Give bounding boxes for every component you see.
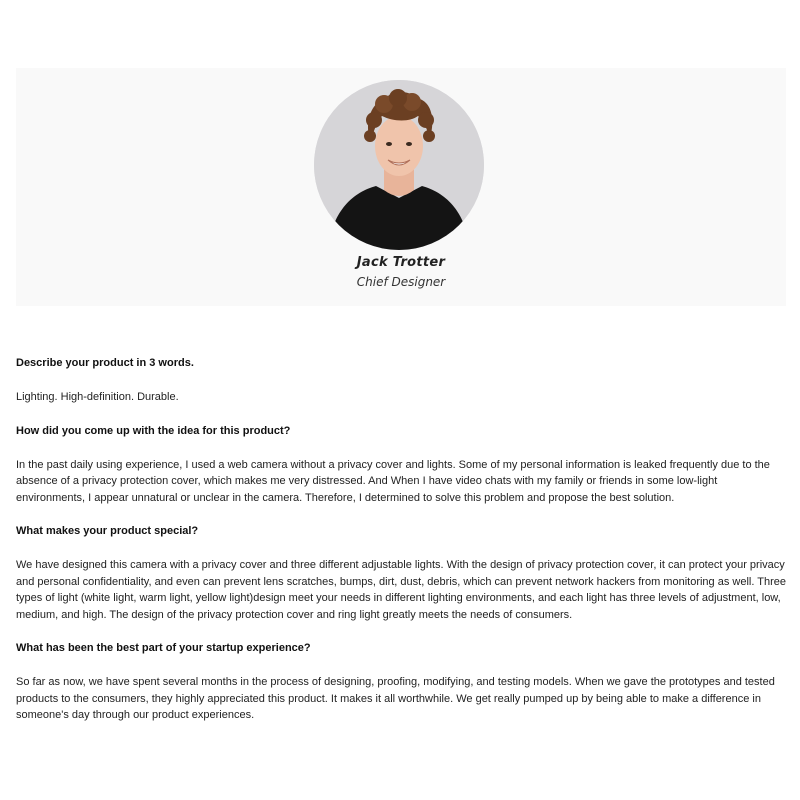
answer-3: We have designed this camera with a privacy cover and three different adjustable lights. With the design of privacy protection cover, it can protect your privacy and personal confidentiality, and even can prevent lens scratches, bumps, dirt, dust, debris, which can prevent network hackers from monitoring as well. Three types of light (white light, warm light, yellow light)design meet your needs in different lighting environments, and each light has three levels of adjustment, low, medium, and high. The design of the privacy protection cover and ring light greatly meets the needs of consumers. (16, 559, 786, 621)
question-4: What has been the best part of your startup experience? (16, 642, 311, 654)
answer-2: In the past daily using experience, I used a web camera without a privacy cover and lights. Some of my personal information is leaked frequently due to the absence of a privacy protection cover, which makes me very distressed. And When I have video chats with my family or friends in some low-light environments, I appear unnatural or unclear in the camera. Therefore, I determined to solve this problem and propose the best solution. (16, 458, 770, 504)
answer-4: So far as now, we have spent several months in the process of designing, proofing, modifying, and testing models. When we gave the prototypes and tested products to the consumers, they highly appreciated this product. It makes it all worthwhile. We get really pumped up by being able to make a difference in someone's day through our product experiences. (16, 676, 775, 721)
qa-section (16, 355, 786, 741)
person-portrait-icon (314, 80, 484, 250)
person-name: Jack Trotter (356, 255, 446, 270)
answer-1: Lighting. High-definition. Durable. (16, 391, 179, 403)
question-1: Describe your product in 3 words. (16, 357, 194, 369)
question-2: How did you come up with the idea for this product? (16, 424, 291, 437)
profile-card (16, 68, 786, 306)
question-3: What makes your product special? (16, 525, 199, 537)
person-title: Chief Designer (356, 275, 446, 289)
avatar (314, 80, 484, 250)
